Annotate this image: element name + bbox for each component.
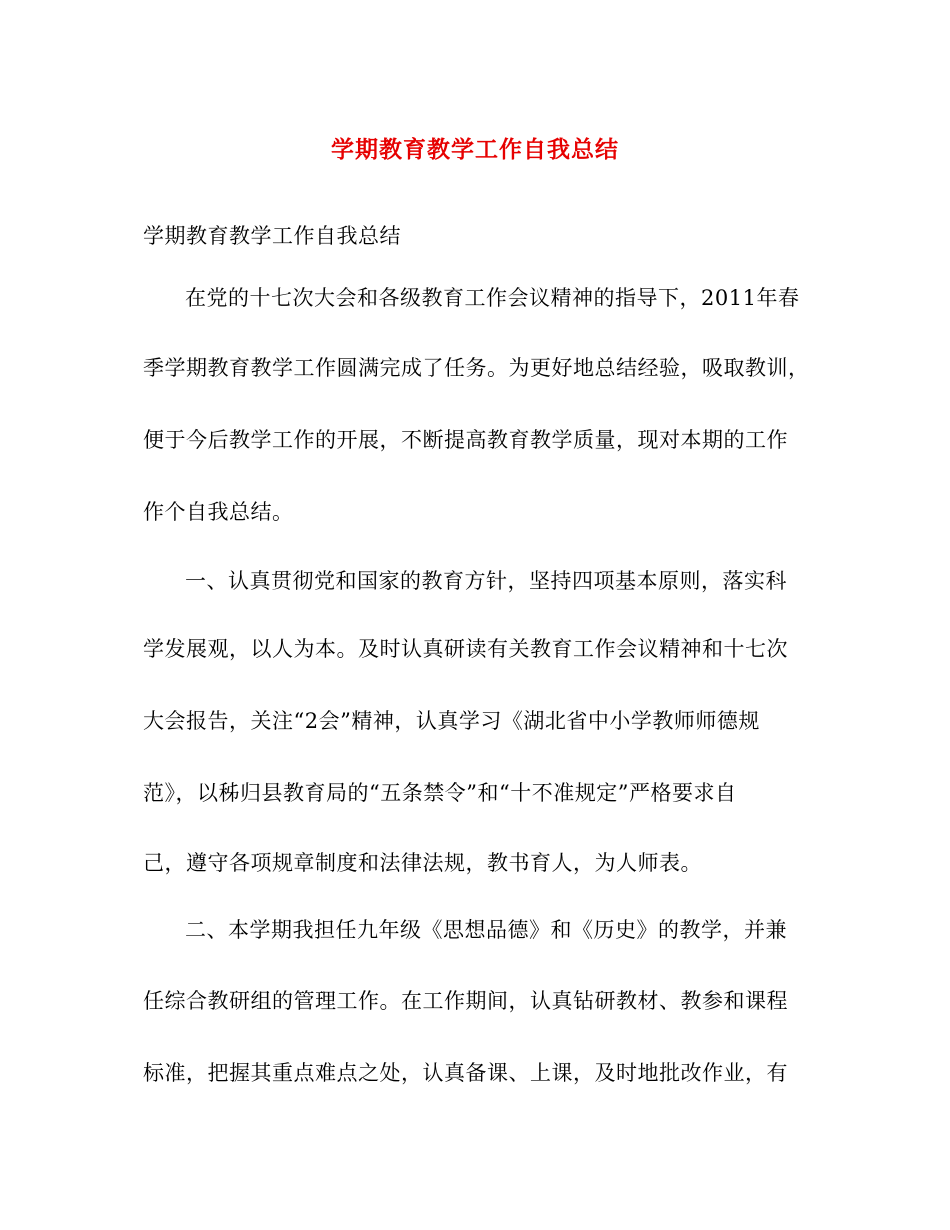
paragraph-line: 在党的十七次大会和各级教育工作会议精神的指导下，2011年春 bbox=[185, 286, 800, 310]
document-title: 学期教育教学工作自我总结 bbox=[331, 136, 619, 163]
paragraph-line: 己，遵守各项规章制度和法律法规，教书育人，为人师表。 bbox=[143, 851, 702, 875]
paragraph-line: 一、认真贯彻党和国家的教育方针，坚持四项基本原则，落实科 bbox=[185, 569, 787, 593]
paragraph-line: 范》，以秭归县教育局的“五条禁令”和“十不准规定”严格要求自 bbox=[143, 781, 737, 805]
paragraph-line: 作个自我总结。 bbox=[143, 500, 294, 524]
paragraph-line: 便于今后教学工作的开展，不断提高教育教学质量，现对本期的工作 bbox=[143, 428, 788, 452]
paragraph-line: 大会报告，关注“2会”精神，认真学习《湖北省中小学教师师德规 bbox=[143, 709, 760, 733]
paragraph-line: 二、本学期我担任九年级《思想品德》和《历史》的教学，并兼 bbox=[185, 918, 787, 942]
paragraph-line: 季学期教育教学工作圆满完成了任务。为更好地总结经验，吸取教训， bbox=[143, 356, 810, 380]
paragraph-line: 标准，把握其重点难点之处，认真备课、上课，及时地批改作业，有 bbox=[143, 1061, 788, 1085]
subtitle-line: 学期教育教学工作自我总结 bbox=[143, 224, 401, 248]
paragraph-line: 学发展观，以人为本。及时认真研读有关教育工作会议精神和十七次 bbox=[143, 637, 788, 661]
paragraph-line: 任综合教研组的管理工作。在工作期间，认真钻研教材、教参和课程 bbox=[143, 989, 788, 1013]
